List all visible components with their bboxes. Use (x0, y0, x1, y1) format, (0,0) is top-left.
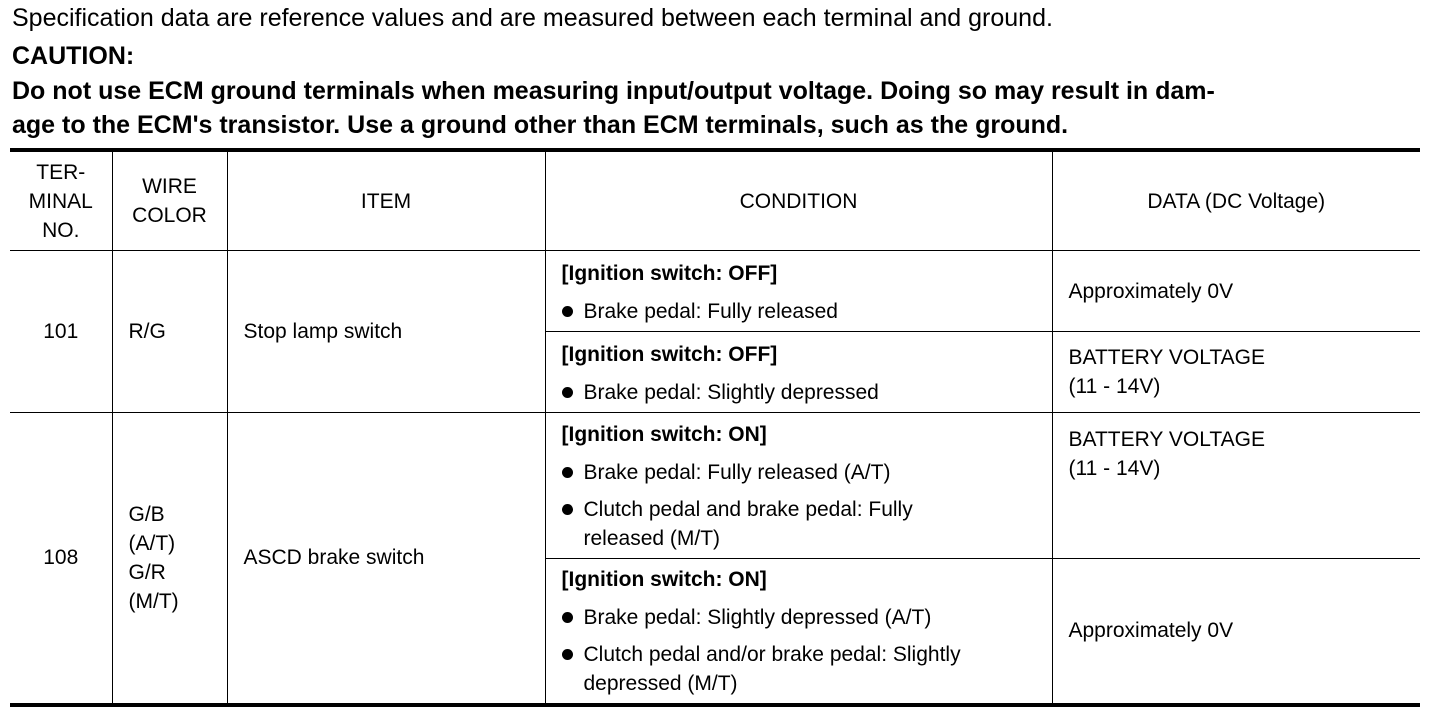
header-text: MINAL (28, 189, 93, 213)
condition-heading: [Ignition switch: ON] (561, 568, 767, 592)
condition-heading: [Ignition switch: ON] (561, 423, 767, 446)
header-item: ITEM (227, 150, 545, 251)
data-cell (1052, 413, 1420, 559)
intro-text: Specification data are reference values and are measured between each terminal and ground. (12, 4, 1053, 32)
condition-bullet (562, 297, 1036, 326)
condition-bullet (562, 603, 1036, 632)
condition-cell (545, 559, 1052, 705)
caution-line: Do not use ECM ground terminals when measuring input/output voltage. Doing so may result in dam- (12, 77, 1215, 105)
header-text: COLOR (132, 204, 207, 227)
bullet-icon (562, 306, 573, 317)
condition-bullet (562, 378, 1036, 407)
terminal-number: 108 (10, 413, 112, 705)
data-line: Approximately 0V (1068, 619, 1234, 643)
bullet-icon (562, 649, 573, 660)
bullet-icon (562, 612, 573, 623)
bullet-icon (562, 387, 573, 398)
condition-bullet (562, 495, 1036, 553)
bullet-icon (562, 504, 573, 515)
header-condition: CONDITION (545, 150, 1052, 251)
header-wire-color (112, 150, 227, 251)
caution-body (12, 74, 1422, 142)
bullet-icon (562, 467, 573, 478)
wire-color-line: G/R (128, 560, 166, 584)
data-line: (11 - 14V) (1068, 375, 1161, 398)
condition-bullet (562, 640, 1036, 698)
data-line: (11 - 14V) (1068, 457, 1161, 480)
bullet-text: Brake pedal: Slightly depressed (583, 380, 879, 404)
data-line: Approximately 0V (1068, 279, 1234, 303)
bullet-text: Brake pedal: Fully released (A/T) (583, 461, 891, 484)
bullet-text: Clutch pedal and brake pedal: Fully (583, 498, 913, 521)
wire-color-line: (M/T) (128, 589, 179, 613)
data-line: BATTERY VOLTAGE (1068, 346, 1265, 369)
condition-bullet (562, 458, 1036, 487)
item-name: Stop lamp switch (227, 251, 545, 413)
bullet-text: Brake pedal: Slightly depressed (A/T) (583, 606, 932, 630)
data-line: BATTERY VOLTAGE (1068, 428, 1265, 451)
bullet-text: Brake pedal: Fully released (583, 299, 838, 323)
wire-color (112, 413, 227, 705)
condition-heading: [Ignition switch: OFF] (561, 342, 778, 366)
item-name: ASCD brake switch (227, 413, 545, 705)
bullet-text: Clutch pedal and/or brake pedal: Slightly (583, 643, 961, 667)
condition-heading: [Ignition switch: OFF] (561, 261, 778, 285)
table-row (10, 413, 1420, 559)
header-text: NO. (42, 218, 80, 242)
header-data: DATA (DC Voltage) (1052, 150, 1420, 251)
caution-title: CAUTION: (12, 42, 135, 70)
condition-cell (545, 413, 1052, 559)
wire-color-line: (A/T) (128, 531, 176, 555)
table-row (10, 251, 1420, 332)
terminal-spec-table (10, 148, 1420, 707)
wire-color-line: R/G (128, 320, 166, 343)
data-cell (1052, 251, 1420, 332)
data-cell (1052, 332, 1420, 413)
header-text: TER- (36, 160, 86, 184)
table-header-row (10, 150, 1420, 251)
bullet-text: released (M/T) (583, 527, 721, 550)
wire-color (112, 251, 227, 413)
condition-cell (545, 332, 1052, 413)
header-text: WIRE (142, 175, 197, 198)
bullet-text: depressed (M/T) (583, 672, 738, 696)
data-cell (1052, 559, 1420, 705)
condition-cell (545, 251, 1052, 332)
wire-color-line: G/B (128, 502, 165, 526)
caution-line: age to the ECM's transistor. Use a ground other than ECM terminals, such as the ground. (12, 111, 1069, 139)
header-terminal-no (10, 150, 112, 251)
terminal-number: 101 (10, 251, 112, 413)
